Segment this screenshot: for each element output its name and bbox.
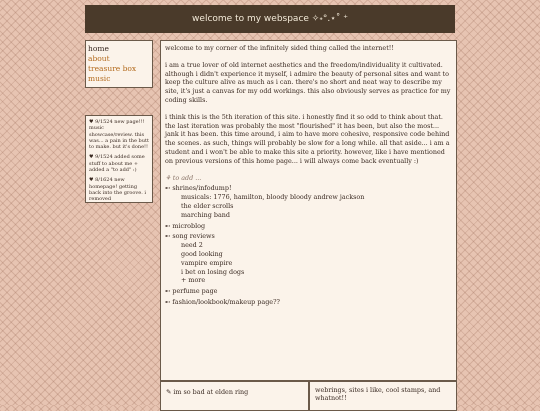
links-text: webrings, sites i like, cool stamps, and whatnot!! [315,386,441,402]
intro-text: welcome to my corner of the infinitely sided thing called the internet!! [165,44,394,52]
todo-header: ⚘ to add ... [165,173,202,182]
todo-item: ➸ microblog [165,221,206,230]
site-title: welcome to my webspace ✧˖°.⋆˚ ⁺ [192,14,348,24]
todo-subitem: vampire empire [181,258,233,267]
todo-subitem: good looking [181,249,223,258]
nav-home[interactable]: home [88,44,109,53]
arrow-icon: ➸ [165,184,173,193]
leaf-icon: ⚘ [165,173,173,182]
todo-subitem: need 2 [181,241,203,250]
todo-subitem: marching band [181,210,231,219]
todo-item: ➸ perfume page [165,287,218,296]
update-entry: ♥ 9/1524 new page!!! music showcase/review. this was... a pain in the butt to make. but it's done!! [89,119,149,151]
status-text: im so bad at elden ring [173,388,249,396]
todo-subitem: i bet on losing dogs [181,267,245,276]
todo-subitem: + more [181,276,206,285]
todo-subitem: the elder scrolls [181,201,234,210]
arrow-icon: ➸ [165,221,173,230]
update-entry: ♥ 8/1624 new homepage! getting back into the groove. i removed [89,177,146,203]
todo-item: ➸ shrines/infodump! [165,184,232,193]
nav-menu [85,40,153,88]
links-box [309,381,457,411]
history-paragraph: i think this is the 5th iteration of this site. i honestly find it so odd to think about that. the last iteration was probably the most "flourished" it has been, but also the most... jank it has been. this time around, i aim to have more cohesive, responsive code behind the scenes. as such, things will probably be slow for a long while. all that aside... i am a student and i won't be able to make this site a priority. however, like i have mentioned on previous versions of this home page... i will always come back eventually :) [165,112,450,165]
todo-subitem: musicals: 1776, hamilton, bloody bloody andrew jackson [181,193,365,202]
arrow-icon: ➸ [165,232,173,241]
pencil-icon: ✎ [166,388,174,396]
todo-item: ➸ song reviews [165,232,215,241]
nav-music[interactable]: music [88,74,111,83]
main-content [160,40,457,381]
update-entry: ♥ 9/1524 added some stuff to about me + added a "to add" :) [89,154,145,174]
status-box [160,381,309,411]
nav-treasure-box[interactable]: treasure box [88,64,137,73]
nav-about[interactable]: about [88,54,110,63]
updates-box [85,115,153,203]
arrow-icon: ➸ [165,297,173,306]
about-paragraph: i am a true lover of old internet aesthetics and the freedom/individuality it cultivated. although i didn't experience it myself, i admire the beauty of personal sites and want to keep the culture alive as much as i can. there's no short and neat way to describe my site, it's just a canvas for my odd workings. this also obviously serves as practice for my coding skills. [165,60,451,104]
arrow-icon: ➸ [165,287,173,296]
todo-item: ➸ fashion/lookbook/makeup page?? [165,297,280,306]
site-banner [85,5,455,33]
